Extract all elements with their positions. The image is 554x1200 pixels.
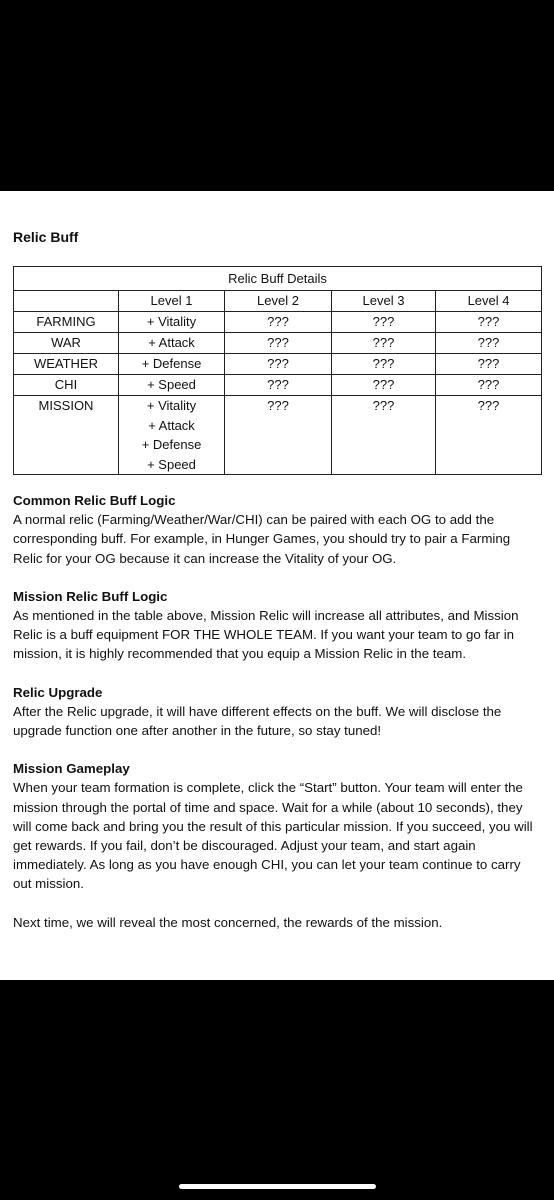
- level-4-cell: ???: [436, 354, 542, 375]
- text-section: [13, 587, 541, 664]
- buff-text: + Defense: [141, 356, 202, 371]
- table-header-row: [14, 291, 542, 312]
- level-4-cell: ???: [436, 375, 542, 396]
- header-level-4: Level 4: [436, 291, 542, 312]
- table-row: [14, 396, 542, 475]
- level-3-cell: ???: [332, 354, 436, 375]
- table-caption-row: [14, 267, 542, 291]
- document-sections: [13, 491, 541, 951]
- text-section: [13, 913, 541, 932]
- relic-buff-table: [13, 266, 542, 475]
- level-2-cell: ???: [225, 333, 332, 354]
- buff-text: + Attack: [148, 417, 195, 433]
- header-level-3: Level 3: [332, 291, 436, 312]
- buff-text: + Defense: [141, 437, 202, 452]
- buff-text: + Vitality: [146, 398, 197, 413]
- level-1-cell: [119, 396, 225, 475]
- document-page: [0, 191, 554, 980]
- level-2-cell: ???: [225, 396, 332, 475]
- header-level-2: Level 2: [225, 291, 332, 312]
- level-1-cell: [119, 312, 225, 333]
- section-heading: Common Relic Buff Logic: [13, 493, 176, 508]
- section-body: When your team formation is complete, click the “Start” button. Your team will enter the mission through the portal of time and space. Wait for a while (about 10 seconds), they will come back and bring you the result of this particular mission. If you succeed, you will get rewards. If you fail, don’t be discouraged. Adjust your team, and start again immediately. As long as you have enough CHI, you can let your team continue to carry out mission.: [13, 780, 533, 892]
- section-body: After the Relic upgrade, it will have different effects on the buff. We will disclose the upgrade function one after another in the future, so stay tuned!: [13, 703, 502, 739]
- text-section: [13, 759, 541, 893]
- buff-text: + Speed: [147, 377, 196, 392]
- level-3-cell: ???: [332, 312, 436, 333]
- section-body: Next time, we will reveal the most concerned, the rewards of the mission.: [13, 914, 443, 930]
- level-3-cell: ???: [332, 333, 436, 354]
- level-4-cell: ???: [436, 396, 542, 475]
- table-caption: Relic Buff Details: [14, 267, 542, 291]
- section-heading: Mission Gameplay: [13, 761, 130, 777]
- level-1-cell: [119, 354, 225, 375]
- level-3-cell: ???: [332, 375, 436, 396]
- header-empty-cell: [14, 291, 119, 312]
- section-heading: Mission Relic Buff Logic: [13, 588, 168, 604]
- relic-name-cell: WEATHER: [14, 354, 119, 375]
- level-3-cell: ???: [332, 396, 436, 475]
- level-2-cell: ???: [225, 375, 332, 396]
- buff-text: + Attack: [148, 335, 195, 350]
- table-row: [14, 354, 542, 375]
- section-body: A normal relic (Farming/Weather/War/CHI) can be paired with each OG to add the corresponding buff. For example, in Hunger Games, you should try to pair a Farming Relic for your OG because it can increase the Vitality of your OG.: [13, 512, 511, 566]
- level-2-cell: ???: [225, 354, 332, 375]
- relic-name-cell: WAR: [14, 333, 119, 354]
- relic-name-cell: FARMING: [14, 312, 119, 333]
- relic-name-cell: MISSION: [14, 396, 119, 475]
- level-1-cell: [119, 375, 225, 396]
- level-1-cell: [119, 333, 225, 354]
- buff-text: + Vitality: [146, 314, 197, 329]
- table-row: [14, 375, 542, 396]
- header-level-1: Level 1: [119, 291, 225, 312]
- level-4-cell: ???: [436, 312, 542, 333]
- home-indicator[interactable]: [179, 1184, 376, 1189]
- text-section: [13, 491, 541, 568]
- document-title: Relic Buff: [13, 229, 79, 245]
- text-section: [13, 683, 541, 741]
- section-heading: Relic Upgrade: [13, 684, 103, 700]
- table-row: [14, 333, 542, 354]
- level-4-cell: ???: [436, 333, 542, 354]
- relic-name-cell: CHI: [14, 375, 119, 396]
- section-body: As mentioned in the table above, Mission Relic will increase all attributes, and Mission Relic is a buff equipment FOR THE WHOLE TEAM. If you want your team to go far in mission, it is highly recommended that you equip a Mission Relic in the team.: [13, 608, 519, 662]
- table-row: [14, 312, 542, 333]
- level-2-cell: ???: [225, 312, 332, 333]
- buff-text: + Speed: [147, 456, 196, 472]
